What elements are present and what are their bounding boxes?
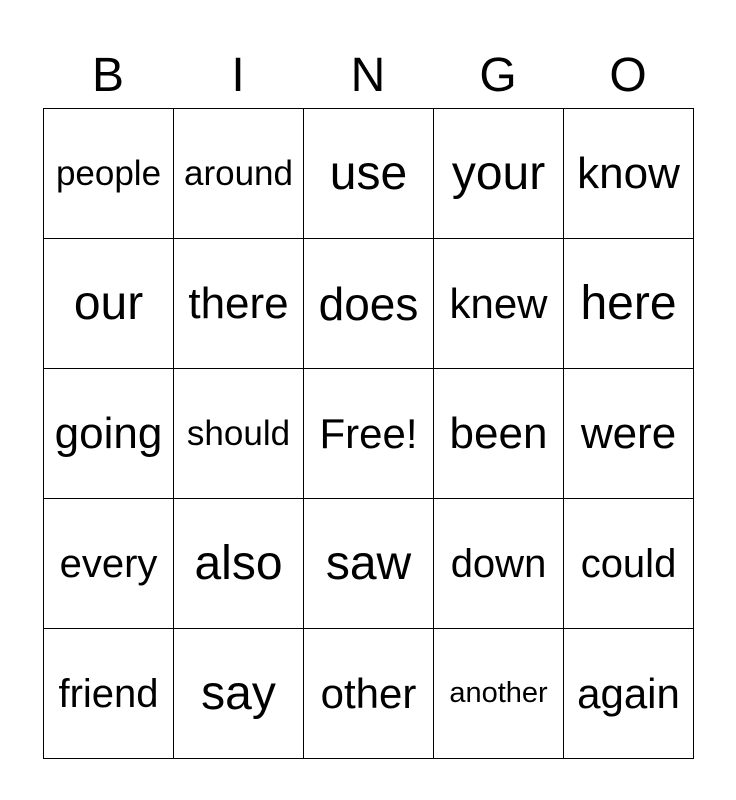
bingo-cell[interactable]: down (434, 499, 564, 629)
bingo-cell[interactable]: here (564, 239, 694, 369)
free-space[interactable]: Free! (304, 369, 434, 499)
bingo-cell[interactable]: your (434, 109, 564, 239)
header-letter-b: B (91, 49, 124, 102)
bingo-cell[interactable]: saw (304, 499, 434, 629)
bingo-cell[interactable]: friend (44, 629, 174, 759)
header-letter-n: N (350, 49, 386, 102)
bingo-card (43, 40, 694, 759)
bingo-cell[interactable]: people (44, 109, 174, 239)
bingo-cell[interactable]: use (304, 109, 434, 239)
header-letter-i: I (231, 49, 245, 102)
bingo-cell[interactable]: know (564, 109, 694, 239)
bingo-cell[interactable]: around (174, 109, 304, 239)
header-letter-g: G (479, 49, 517, 102)
bingo-grid (43, 108, 694, 759)
bingo-cell[interactable]: could (564, 499, 694, 629)
bingo-cell[interactable]: going (44, 369, 174, 499)
header-letter-o: O (609, 49, 647, 102)
bingo-cell[interactable]: does (304, 239, 434, 369)
bingo-cell[interactable]: should (174, 369, 304, 499)
bingo-cell[interactable]: another (434, 629, 564, 759)
bingo-cell[interactable]: other (304, 629, 434, 759)
bingo-cell[interactable]: were (564, 369, 694, 499)
bingo-cell[interactable]: our (44, 239, 174, 369)
bingo-cell[interactable]: again (564, 629, 694, 759)
bingo-cell[interactable]: also (174, 499, 304, 629)
bingo-cell[interactable]: every (44, 499, 174, 629)
bingo-cell[interactable]: been (434, 369, 564, 499)
bingo-cell[interactable]: say (174, 629, 304, 759)
bingo-cell[interactable]: knew (434, 239, 564, 369)
bingo-header (43, 40, 694, 108)
bingo-cell[interactable]: there (174, 239, 304, 369)
